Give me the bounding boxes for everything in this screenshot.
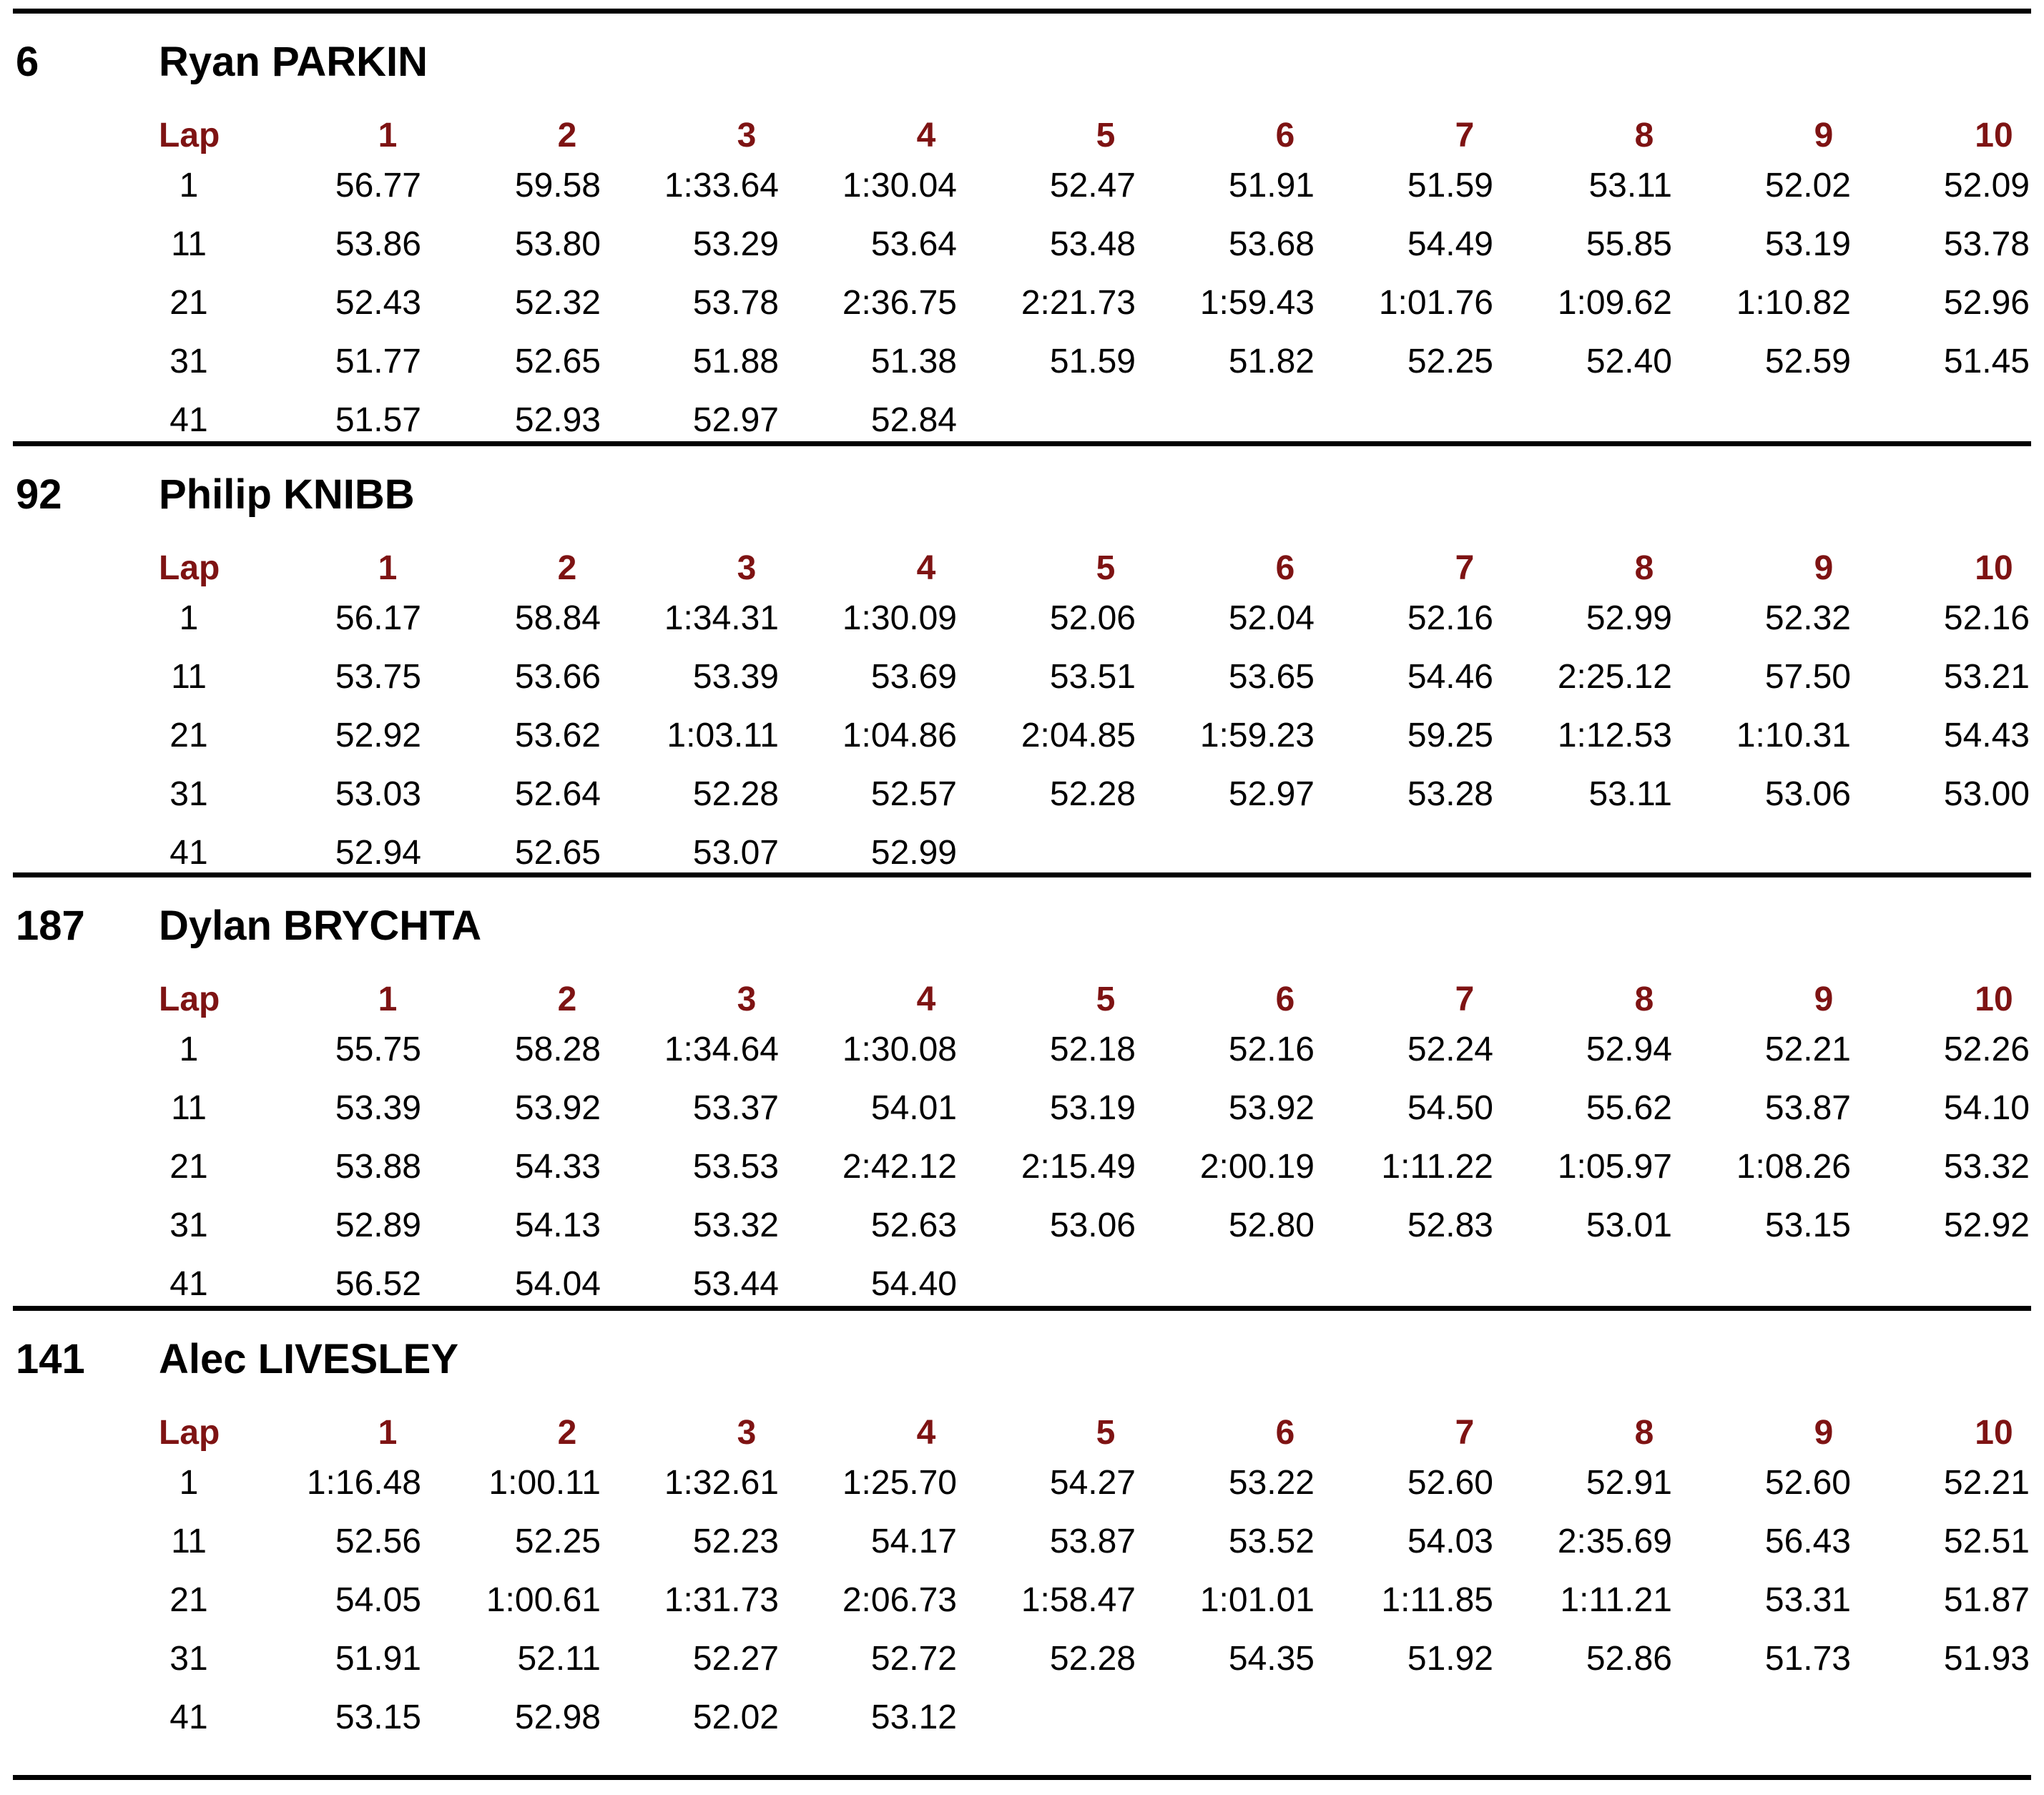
lap-row-start: 41 [169,1698,208,1736]
lap-time: 53.92 [1228,1089,1315,1127]
lap-time: 52.57 [870,775,957,813]
lap-row-start: 11 [171,1089,207,1127]
lap-time: 2:25.12 [1557,658,1672,696]
lap-time: 51.59 [1049,343,1136,380]
lap-offset-header: 5 [1096,1414,1116,1452]
lap-row-start: 31 [169,343,208,380]
lap-offset-header: 3 [737,1414,757,1452]
lap-time: 52.09 [1943,167,2030,205]
lap-time: 52.24 [1407,1031,1493,1068]
lap-time: 54.13 [514,1206,601,1244]
lap-row-start: 31 [169,775,208,813]
lap-offset-header: 4 [916,980,936,1018]
lap-time: 56.17 [335,599,421,637]
lap-time: 52.63 [870,1206,957,1244]
lap-time: 53.92 [514,1089,601,1127]
lap-time: 53.53 [692,1148,779,1186]
lap-column-header: Lap [159,549,220,587]
lap-time: 52.40 [1586,343,1672,380]
lap-offset-header: 7 [1455,549,1475,587]
lap-time: 53.15 [335,1698,421,1736]
lap-offset-header: 6 [1275,117,1295,154]
lap-time: 1:30.09 [842,599,957,637]
lap-time: 54.40 [870,1265,957,1303]
lap-offset-header: 10 [1975,117,2013,154]
lap-time: 1:58.47 [1021,1581,1136,1619]
lap-time: 57.50 [1764,658,1851,696]
lap-offset-header: 9 [1814,117,1834,154]
lap-time: 52.89 [335,1206,421,1244]
lap-offset-header: 2 [557,1414,577,1452]
lap-time: 52.11 [517,1640,601,1678]
lap-time: 56.77 [335,167,421,205]
lap-column-header: Lap [159,1414,220,1452]
car-number: 6 [16,39,39,85]
lap-time: 51.45 [1943,343,2030,380]
lap-column-header: Lap [159,980,220,1018]
lap-time: 53.64 [870,225,957,263]
lap-time: 52.91 [1586,1464,1672,1502]
lap-offset-header: 2 [557,980,577,1018]
lap-time: 1:59.43 [1199,284,1315,322]
lap-time: 54.27 [1049,1464,1136,1502]
lap-time: 54.03 [1407,1523,1493,1560]
lap-time: 52.64 [514,775,601,813]
lap-row-start: 31 [169,1640,208,1678]
lap-time: 1:12.53 [1557,717,1672,754]
driver-name: Philip KNIBB [159,471,415,518]
lap-offset-header: 1 [378,549,398,587]
car-number: 187 [16,903,85,949]
lap-time: 52.99 [1586,599,1672,637]
lap-time: 51.59 [1407,167,1493,205]
car-number: 141 [16,1336,85,1382]
lap-time: 2:04.85 [1021,717,1136,754]
lap-time: 51.38 [870,343,957,380]
lap-time: 52.28 [1049,1640,1136,1678]
lap-time: 52.28 [692,775,779,813]
lap-time: 51.87 [1943,1581,2030,1619]
lap-offset-header: 6 [1275,1414,1295,1452]
lap-time: 54.10 [1943,1089,2030,1127]
lap-time: 53.65 [1228,658,1315,696]
lap-time: 52.25 [514,1523,601,1560]
lap-time: 1:08.26 [1736,1148,1851,1186]
lap-time: 54.17 [870,1523,957,1560]
lap-time: 52.99 [870,834,957,872]
car-number: 92 [16,471,62,518]
lap-time: 52.18 [1049,1031,1136,1068]
lap-time: 1:10.82 [1736,284,1851,322]
lap-row-start: 11 [171,225,207,263]
lap-time: 51.82 [1228,343,1315,380]
lap-time: 52.27 [692,1640,779,1678]
lap-time: 52.65 [514,343,601,380]
lap-time: 53.88 [335,1148,421,1186]
lap-time: 53.52 [1228,1523,1315,1560]
lap-time: 53.03 [335,775,421,813]
lap-time: 52.60 [1764,1464,1851,1502]
lap-time: 58.84 [514,599,601,637]
lap-time: 52.83 [1407,1206,1493,1244]
lap-time: 2:42.12 [842,1148,957,1186]
lap-time: 1:33.64 [664,167,779,205]
driver-section [0,1310,2044,1739]
lap-offset-header: 4 [916,549,936,587]
lap-time: 52.80 [1228,1206,1315,1244]
lap-time: 52.98 [514,1698,601,1736]
lap-time: 53.15 [1764,1206,1851,1244]
lap-offset-header: 4 [916,117,936,154]
lap-time: 2:35.69 [1557,1523,1672,1560]
lap-time: 52.06 [1049,599,1136,637]
lap-offset-header: 10 [1975,1414,2013,1452]
lap-time: 1:00.11 [488,1464,601,1502]
driver-section [0,877,2044,1306]
lap-time: 53.19 [1764,225,1851,263]
lap-time: 52.23 [692,1523,779,1560]
lap-row-start: 1 [179,599,199,637]
lap-time: 51.91 [335,1640,421,1678]
lap-time: 52.94 [1586,1031,1672,1068]
lap-time: 53.78 [1943,225,2030,263]
lap-time: 53.31 [1764,1581,1851,1619]
lap-time: 53.12 [870,1698,957,1736]
lap-offset-header: 1 [378,980,398,1018]
lap-time: 54.33 [514,1148,601,1186]
lap-offset-header: 6 [1275,980,1295,1018]
lap-time: 52.02 [1764,167,1851,205]
lap-time: 53.62 [514,717,601,754]
lap-time: 53.78 [692,284,779,322]
lap-time: 54.05 [335,1581,421,1619]
lap-time: 52.51 [1943,1523,2030,1560]
lap-time: 53.32 [1943,1148,2030,1186]
lap-offset-header: 2 [557,549,577,587]
lap-time: 1:01.76 [1378,284,1493,322]
lap-time: 53.39 [692,658,779,696]
lap-time: 55.62 [1586,1089,1672,1127]
lap-time: 54.46 [1407,658,1493,696]
lap-time: 54.04 [514,1265,601,1303]
lap-offset-header: 7 [1455,980,1475,1018]
lap-time: 1:03.11 [667,717,779,754]
lap-row-start: 21 [169,1148,208,1186]
lap-offset-header: 8 [1634,980,1654,1018]
lap-offset-header: 9 [1814,980,1834,1018]
driver-name: Alec LIVESLEY [159,1336,459,1382]
lap-time: 52.72 [870,1640,957,1678]
lap-time: 53.11 [1588,167,1672,205]
lap-time: 52.56 [335,1523,421,1560]
lap-offset-header: 5 [1096,980,1116,1018]
lap-time: 53.68 [1228,225,1315,263]
lap-offset-header: 3 [737,980,757,1018]
lap-time: 2:21.73 [1021,284,1136,322]
lap-time: 52.92 [335,717,421,754]
section-divider [13,1775,2031,1780]
lap-time: 1:11.21 [1560,1581,1672,1619]
lap-time: 53.06 [1049,1206,1136,1244]
lap-time: 54.35 [1228,1640,1315,1678]
lap-time: 51.91 [1228,167,1315,205]
lap-row-start: 1 [179,167,199,205]
lap-time: 2:00.19 [1199,1148,1315,1186]
lap-time: 55.85 [1586,225,1672,263]
lap-time: 1:16.48 [306,1464,421,1502]
lap-time: 1:25.70 [842,1464,957,1502]
lap-row-start: 41 [169,401,208,439]
lap-time: 52.84 [870,401,957,439]
lap-time: 53.44 [692,1265,779,1303]
lap-time: 52.16 [1407,599,1493,637]
lap-time: 51.92 [1407,1640,1493,1678]
lap-time: 53.69 [870,658,957,696]
lap-time: 53.11 [1588,775,1672,813]
lap-time: 53.39 [335,1089,421,1127]
lap-time: 52.21 [1943,1464,2030,1502]
lap-offset-header: 8 [1634,1414,1654,1452]
lap-time: 59.58 [514,167,601,205]
lap-offset-header: 3 [737,549,757,587]
lap-time: 56.43 [1764,1523,1851,1560]
lap-row-start: 41 [169,1265,208,1303]
lap-time: 53.07 [692,834,779,872]
lap-time: 52.43 [335,284,421,322]
lap-time: 52.60 [1407,1464,1493,1502]
lap-time: 52.25 [1407,343,1493,380]
lap-time: 52.94 [335,834,421,872]
driver-section [0,446,2044,875]
lap-time: 1:59.23 [1199,717,1315,754]
lap-time: 52.16 [1228,1031,1315,1068]
lap-time: 53.00 [1943,775,2030,813]
lap-offset-header: 5 [1096,549,1116,587]
lap-offset-header: 1 [378,117,398,154]
lap-time: 52.65 [514,834,601,872]
lap-time: 53.37 [692,1089,779,1127]
lap-offset-header: 9 [1814,1414,1834,1452]
lap-time: 53.66 [514,658,601,696]
lap-offset-header: 10 [1975,980,2013,1018]
lap-offset-header: 2 [557,117,577,154]
lap-time: 52.04 [1228,599,1315,637]
lap-time: 55.75 [335,1031,421,1068]
lap-time: 52.26 [1943,1031,2030,1068]
lap-time: 52.32 [514,284,601,322]
lap-time: 53.28 [1407,775,1493,813]
lap-time: 53.48 [1049,225,1136,263]
lap-time: 1:09.62 [1557,284,1672,322]
lap-time: 54.43 [1943,717,2030,754]
lap-time: 1:11.22 [1381,1148,1493,1186]
lap-time: 53.01 [1586,1206,1672,1244]
lap-row-start: 11 [171,658,207,696]
lap-time: 54.49 [1407,225,1493,263]
lap-row-start: 31 [169,1206,208,1244]
lap-time: 51.88 [692,343,779,380]
lap-time: 1:32.61 [664,1464,779,1502]
lap-time: 1:34.31 [664,599,779,637]
lap-time: 53.32 [692,1206,779,1244]
lap-time: 52.93 [514,401,601,439]
lap-time: 51.93 [1943,1640,2030,1678]
lap-time: 53.06 [1764,775,1851,813]
lap-time: 52.59 [1764,343,1851,380]
lap-time: 2:15.49 [1021,1148,1136,1186]
lap-time: 1:01.01 [1199,1581,1315,1619]
lap-offset-header: 4 [916,1414,936,1452]
lap-offset-header: 8 [1634,117,1654,154]
lap-row-start: 41 [169,834,208,872]
lap-time: 1:05.97 [1557,1148,1672,1186]
lap-time: 53.21 [1943,658,2030,696]
lap-time: 53.87 [1764,1089,1851,1127]
lap-time: 53.51 [1049,658,1136,696]
lap-time: 1:00.61 [486,1581,601,1619]
lap-row-start: 1 [179,1464,199,1502]
lap-time: 52.21 [1764,1031,1851,1068]
lap-time: 52.47 [1049,167,1136,205]
lap-time: 1:30.04 [842,167,957,205]
lap-offset-header: 8 [1634,549,1654,587]
driver-name: Ryan PARKIN [159,39,428,85]
lap-time: 1:11.85 [1381,1581,1493,1619]
lap-offset-header: 6 [1275,549,1295,587]
lap-column-header: Lap [159,117,220,154]
lap-row-start: 11 [171,1523,207,1560]
lap-time: 53.75 [335,658,421,696]
lap-offset-header: 9 [1814,549,1834,587]
lap-time: 1:30.08 [842,1031,957,1068]
lap-time: 1:10.31 [1736,717,1851,754]
lap-time: 59.25 [1407,717,1493,754]
lap-offset-header: 3 [737,117,757,154]
lap-time: 2:06.73 [842,1581,957,1619]
lap-time: 52.28 [1049,775,1136,813]
lap-time: 53.19 [1049,1089,1136,1127]
lap-time: 53.80 [514,225,601,263]
lap-time: 53.86 [335,225,421,263]
lap-time: 52.32 [1764,599,1851,637]
lap-time: 1:34.64 [664,1031,779,1068]
lap-time: 56.52 [335,1265,421,1303]
lap-time: 54.01 [870,1089,957,1127]
driver-section [0,13,2044,442]
lap-time: 52.86 [1586,1640,1672,1678]
lap-time: 51.73 [1764,1640,1851,1678]
lap-row-start: 21 [169,1581,208,1619]
lap-time: 1:31.73 [664,1581,779,1619]
lap-offset-header: 7 [1455,117,1475,154]
lap-offset-header: 7 [1455,1414,1475,1452]
lap-time: 53.87 [1049,1523,1136,1560]
lap-time: 52.97 [1228,775,1315,813]
lap-offset-header: 5 [1096,117,1116,154]
lap-time: 52.97 [692,401,779,439]
lap-time: 53.22 [1228,1464,1315,1502]
lap-time: 52.16 [1943,599,2030,637]
lap-time: 1:04.86 [842,717,957,754]
lap-time: 52.02 [692,1698,779,1736]
lap-time: 51.57 [335,401,421,439]
lap-time: 53.29 [692,225,779,263]
lap-time: 2:36.75 [842,284,957,322]
lap-row-start: 1 [179,1031,199,1068]
lap-time: 58.28 [514,1031,601,1068]
lap-row-start: 21 [169,284,208,322]
driver-name: Dylan BRYCHTA [159,903,482,949]
lap-row-start: 21 [169,717,208,754]
lap-offset-header: 10 [1975,549,2013,587]
lap-time: 52.96 [1943,284,2030,322]
lap-time: 51.77 [335,343,421,380]
lap-offset-header: 1 [378,1414,398,1452]
lap-time: 52.92 [1943,1206,2030,1244]
lap-time: 54.50 [1407,1089,1493,1127]
